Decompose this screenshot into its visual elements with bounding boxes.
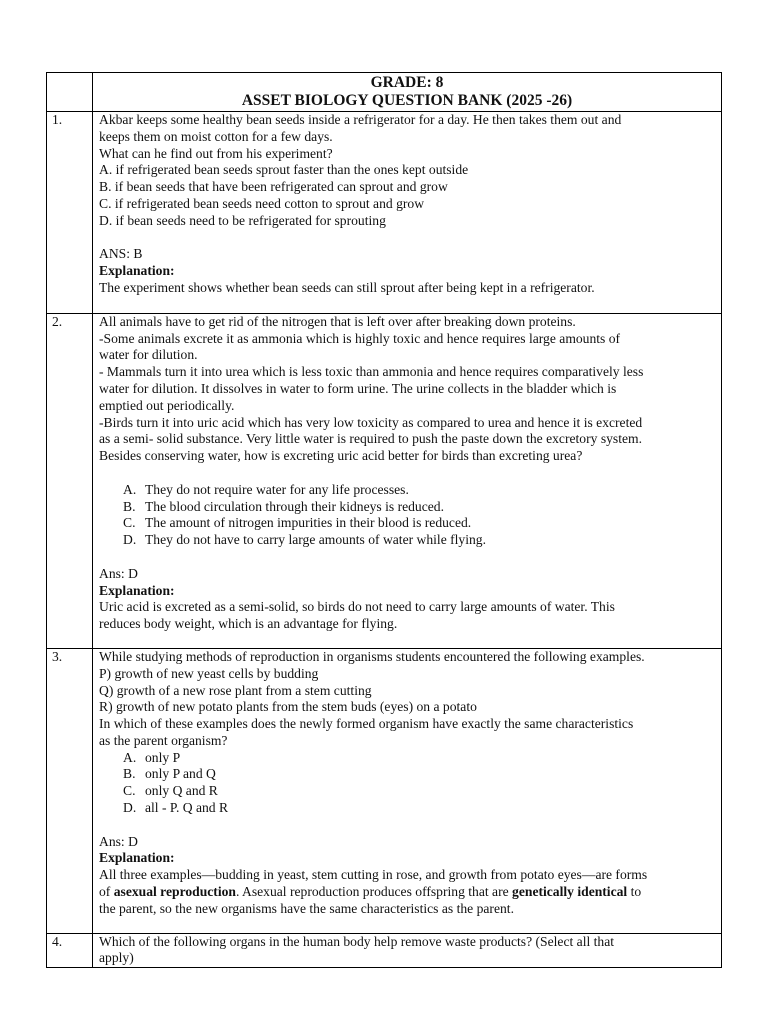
option-text: only Q and R <box>145 783 218 799</box>
question-text: keeps them on moist cotton for a few days. <box>99 128 333 144</box>
question-row-3 <box>47 648 722 933</box>
option-b <box>99 766 715 783</box>
option-text: The blood circulation through their kidneys is reduced. <box>145 498 444 514</box>
option-b <box>99 499 715 516</box>
question-text: water for dilution. <box>99 347 198 363</box>
spacer <box>99 817 715 834</box>
option-b: B. if bean seeds that have been refrigerated can sprout and grow <box>99 179 448 195</box>
question-row-1 <box>47 112 722 314</box>
question-number: 1. <box>47 112 93 314</box>
header-number-cell <box>47 73 93 112</box>
question-text: Akbar keeps some healthy bean seeds inside a refrigerator for a day. He then takes them out and <box>99 112 622 127</box>
option-letter: C. <box>123 515 136 531</box>
option-text: The amount of nitrogen impurities in their blood is reduced. <box>145 515 472 531</box>
option-letter: C. <box>123 783 136 799</box>
question-text: All animals have to get rid of the nitrogen that is left over after breaking down proteins. <box>99 313 576 329</box>
question-body-2 <box>93 313 722 648</box>
question-text: emptied out periodically. <box>99 397 235 413</box>
question-text: apply) <box>99 950 134 966</box>
explanation-text: reduces body weight, which is an advantage for flying. <box>99 616 398 632</box>
question-text: - Mammals turn it into urea which is less toxic than ammonia and hence requires comparatively less <box>99 364 644 380</box>
grade-heading: GRADE: 8 <box>370 74 444 91</box>
option-d <box>99 800 715 817</box>
question-bank-table <box>46 72 722 968</box>
option-c <box>99 783 715 800</box>
question-text: While studying methods of reproduction in organisms students encountered the following examples. <box>99 648 645 664</box>
explanation-text: Uric acid is excreted as a semi-solid, so birds do not need to carry large amounts of water. This <box>99 599 615 615</box>
question-text: -Some animals excrete it as ammonia which is highly toxic and hence requires large amounts of <box>99 330 621 346</box>
explanation-text: the parent, so the new organisms have the same characteristics as the parent. <box>99 900 514 916</box>
question-text: Which of the following organs in the human body help remove waste products? (Select all that <box>99 933 615 949</box>
option-letter: D. <box>123 532 137 548</box>
question-text: In which of these examples does the newly formed organism have exactly the same characteristics <box>99 716 634 732</box>
header-row <box>47 73 722 112</box>
option-text: only P and Q <box>145 766 216 782</box>
question-text: R) growth of new potato plants from the stem buds (eyes) on a potato <box>99 699 477 715</box>
question-number: 3. <box>47 648 93 933</box>
bold-term: genetically identical <box>512 884 628 900</box>
option-text: all - P. Q and R <box>145 800 229 816</box>
option-text: They do not have to carry large amounts of water while flying. <box>145 532 486 548</box>
question-body-3 <box>93 648 722 933</box>
question-number: 2. <box>47 313 93 648</box>
explanation-text-rich <box>99 884 715 901</box>
option-a: A. if refrigerated bean seeds sprout faster than the ones kept outside <box>99 162 469 178</box>
question-body-4 <box>93 933 722 968</box>
question-body-1 <box>93 112 722 314</box>
explanation-fragment: to <box>627 884 642 900</box>
option-letter: A. <box>123 481 137 497</box>
bold-term: asexual reproduction <box>113 884 236 900</box>
question-text: What can he find out from his experiment? <box>99 145 333 161</box>
question-text: water for dilution. It dissolves in water to form urine. The urine collects in the bladder which is <box>99 380 617 396</box>
option-letter: A. <box>123 749 137 765</box>
question-text: as the parent organism? <box>99 732 228 748</box>
spacer <box>99 230 715 247</box>
question-number: 4. <box>47 933 93 968</box>
question-text: as a semi- solid substance. Very little water is required to push the paste down the excretory system. <box>99 431 642 447</box>
option-text: only P <box>145 749 181 765</box>
answer: ANS: B <box>99 246 143 262</box>
option-c <box>99 515 715 532</box>
header-title-cell <box>93 73 722 112</box>
spacer <box>99 465 715 482</box>
spacer <box>99 549 715 566</box>
option-d: D. if bean seeds need to be refrigerated for sprouting <box>99 212 386 228</box>
answer: Ans: D <box>99 833 138 849</box>
question-text: Besides conserving water, how is excreting uric acid better for birds than excreting urea? <box>99 448 583 464</box>
question-text: -Birds turn it into uric acid which has very low toxicity as compared to urea and hence it is excreted <box>99 414 643 430</box>
explanation-fragment: . Asexual reproduction produces offspring that are <box>235 884 513 900</box>
option-letter: B. <box>123 766 136 782</box>
question-text: Q) growth of a new rose plant from a stem cutting <box>99 682 372 698</box>
page-title: ASSET BIOLOGY QUESTION BANK (2025 -26) <box>241 92 573 109</box>
question-row-4 <box>47 933 722 968</box>
explanation-fragment: of <box>99 884 114 900</box>
option-a <box>99 750 715 767</box>
option-text: They do not require water for any life processes. <box>145 481 409 497</box>
question-text: P) growth of new yeast cells by budding <box>99 665 319 681</box>
option-c: C. if refrigerated bean seeds need cotton to sprout and grow <box>99 195 425 211</box>
question-row-2 <box>47 313 722 648</box>
option-letter: D. <box>123 800 137 816</box>
explanation-label: Explanation: <box>99 850 175 866</box>
explanation-text: All three examples—budding in yeast, stem cutting in rose, and growth from potato eyes—are forms <box>99 867 648 883</box>
option-a <box>99 482 715 499</box>
answer: Ans: D <box>99 565 138 581</box>
explanation-text: The experiment shows whether bean seeds can still sprout after being kept in a refrigerator. <box>99 279 595 295</box>
option-d <box>99 532 715 549</box>
option-letter: B. <box>123 498 136 514</box>
explanation-label: Explanation: <box>99 582 175 598</box>
explanation-label: Explanation: <box>99 263 175 279</box>
